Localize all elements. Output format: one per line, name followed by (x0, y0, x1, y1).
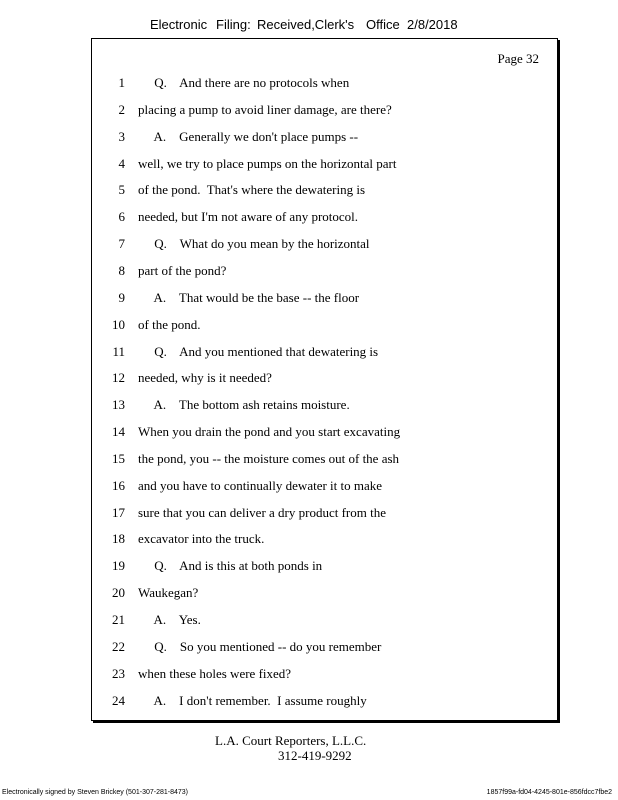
transcript-line (92, 290, 557, 308)
transcript-line (92, 236, 557, 254)
transcript-line (92, 370, 557, 388)
header-date: 2/8/2018 (407, 17, 458, 32)
header-filing: Filing: (216, 17, 251, 32)
line-text: Q. What do you mean by the horizontal (138, 236, 370, 252)
line-text: A. The bottom ash retains moisture. (138, 397, 350, 413)
header-electronic: Electronic (150, 17, 208, 32)
transcript-line (92, 156, 557, 174)
line-text: Waukegan? (138, 585, 199, 601)
line-text: needed, why is it needed? (138, 370, 272, 386)
line-number: 8 (118, 262, 125, 278)
line-number: 1 (118, 75, 125, 90)
line-text: part of the pond? (138, 262, 227, 278)
reporter-phone: 312-419-9292 (278, 748, 352, 763)
line-text: Q. And is this at both ponds in (138, 558, 323, 574)
line-text: Q. And there are no protocols when (138, 75, 350, 90)
line-number: 9 (118, 289, 125, 305)
line-number: 19 (112, 558, 125, 574)
line-text: When you drain the pond and you start excavating (138, 424, 401, 440)
line-number: 20 (112, 585, 125, 601)
transcript-line (92, 693, 557, 711)
electronic-signature: Electronically signed by Steven Brickey (501-307-281-8473) (2, 789, 188, 796)
line-text: Q. And you mentioned that dewatering is (138, 343, 379, 359)
line-number: 13 (112, 397, 125, 413)
line-text: of the pond. (138, 316, 201, 332)
document-hash: 1857f99a-fd04-4245-801e-856fdcc7fbe2 (486, 789, 612, 796)
transcript-line (92, 75, 557, 93)
line-number: 12 (112, 370, 125, 386)
transcript-line (92, 612, 557, 630)
line-text: A. That would be the base -- the floor (138, 289, 360, 305)
transcript-line (92, 478, 557, 496)
line-number: 17 (112, 504, 125, 520)
line-text: A. Yes. (138, 612, 201, 627)
line-number: 22 (112, 638, 125, 654)
line-number: 10 (112, 316, 125, 332)
line-text: sure that you can deliver a dry product from the (138, 504, 386, 520)
header-received: Received,Clerk's (257, 17, 355, 32)
line-number: 6 (118, 209, 125, 225)
transcript-line (92, 102, 557, 120)
transcript-line (92, 209, 557, 227)
transcript-line (92, 639, 557, 657)
line-number: 18 (112, 531, 125, 547)
line-number: 23 (112, 665, 125, 681)
line-number: 2 (118, 101, 125, 117)
line-number: 16 (112, 477, 125, 493)
line-text: of the pond. That's where the dewatering is (138, 182, 366, 198)
page-number: Page 32 (497, 51, 539, 66)
line-text: needed, but I'm not aware of any protocol. (138, 209, 359, 225)
line-number: 4 (118, 155, 125, 171)
line-text: and you have to continually dewater it to make (138, 477, 383, 493)
transcript-line (92, 129, 557, 147)
filing-header (0, 17, 618, 37)
transcript-line (92, 505, 557, 523)
line-number: 24 (112, 692, 125, 708)
line-text: when these holes were fixed? (138, 665, 292, 681)
transcript-line (92, 397, 557, 415)
line-number: 7 (118, 236, 125, 252)
header-office: Office (366, 17, 400, 32)
line-number: 15 (112, 450, 125, 466)
transcript-line (92, 344, 557, 362)
transcript-line (92, 666, 557, 684)
line-number: 14 (112, 424, 125, 440)
transcript-line (92, 263, 557, 281)
line-text: excavator into the truck. (138, 531, 265, 547)
transcript-line (92, 182, 557, 200)
line-text: A. Generally we don't place pumps -- (138, 128, 359, 144)
line-text: the pond, you -- the moisture comes out of the ash (138, 450, 400, 466)
line-number: 21 (112, 612, 125, 627)
transcript-line (92, 424, 557, 442)
transcript-line (92, 451, 557, 469)
transcript-page (91, 38, 558, 721)
transcript-line (92, 585, 557, 603)
line-text: A. I don't remember. I assume roughly (138, 692, 367, 708)
line-number: 5 (118, 182, 125, 198)
line-text: well, we try to place pumps on the horizontal part (138, 155, 397, 171)
line-number: 3 (118, 128, 125, 144)
line-number: 11 (112, 343, 125, 359)
transcript-line (92, 531, 557, 549)
transcript-line (92, 558, 557, 576)
line-text: placing a pump to avoid liner damage, are there? (138, 101, 392, 117)
transcript-line (92, 317, 557, 335)
line-text: Q. So you mentioned -- do you remember (138, 638, 382, 654)
reporter-company: L.A. Court Reporters, L.L.C. (215, 733, 367, 748)
